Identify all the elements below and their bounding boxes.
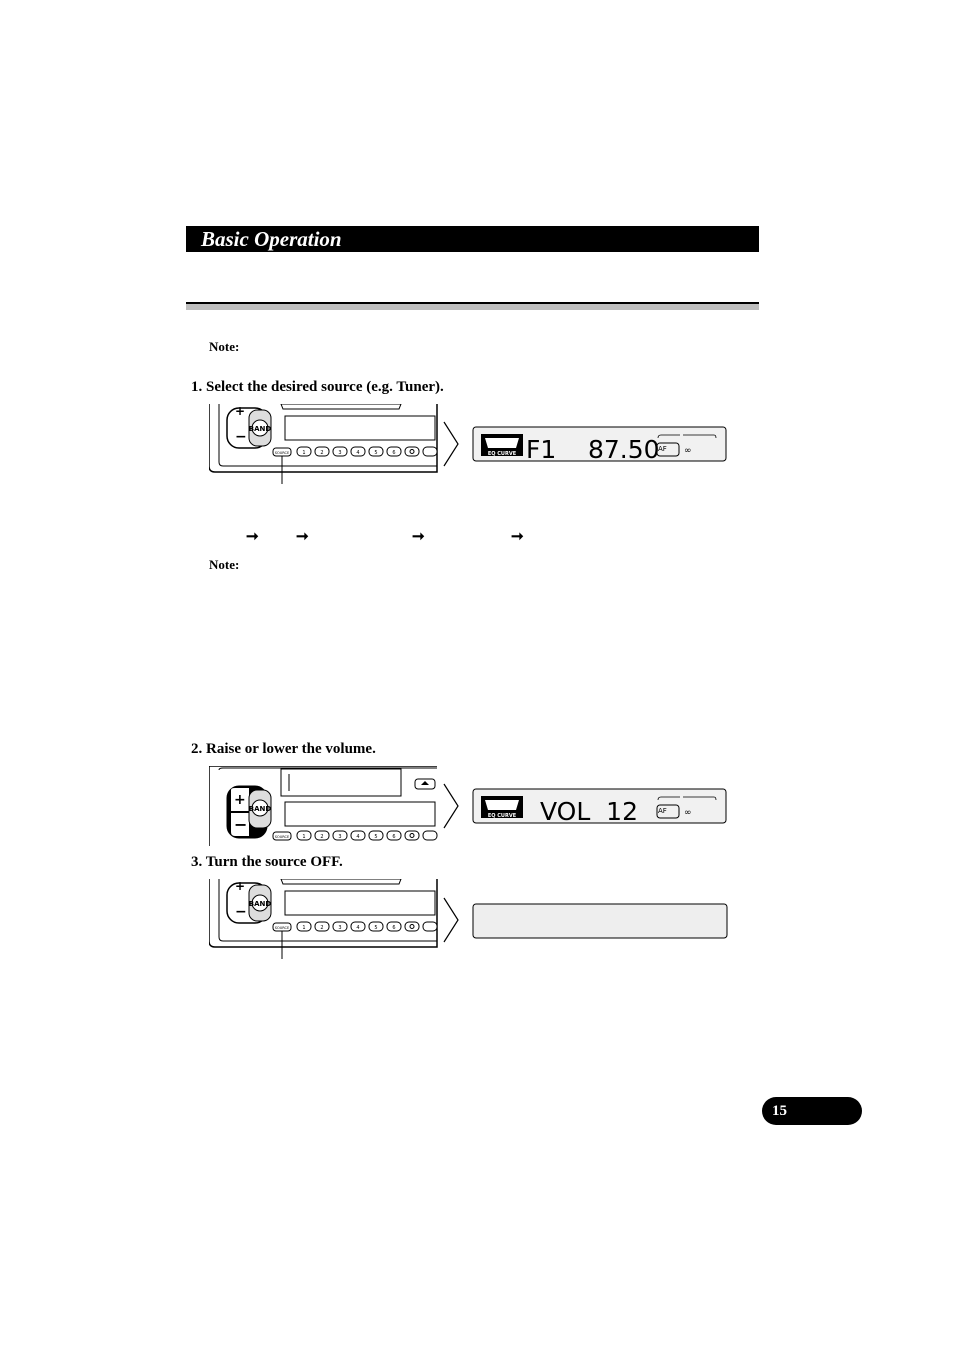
svg-text:2: 2: [320, 450, 324, 456]
svg-text:3: 3: [338, 834, 342, 840]
volume-readout: VOL 12: [540, 797, 638, 825]
svg-text:3: 3: [338, 450, 342, 456]
svg-text:SOURCE: SOURCE: [274, 835, 290, 839]
svg-text:EQ CURVE: EQ CURVE: [487, 451, 517, 457]
svg-text:6: 6: [392, 925, 396, 931]
svg-text:2: 2: [320, 834, 324, 840]
svg-text:+: +: [235, 404, 246, 418]
svg-text:+: +: [234, 792, 246, 808]
svg-text:BAND: BAND: [248, 900, 272, 908]
svg-text:−: −: [235, 429, 247, 445]
svg-text:−: −: [234, 815, 248, 834]
svg-text:4: 4: [356, 450, 360, 456]
head-unit-panel: [209, 404, 439, 486]
arrow-icon: ➞: [511, 529, 524, 545]
svg-text:∞: ∞: [684, 446, 692, 456]
svg-text:4: 4: [356, 834, 360, 840]
arrow-icon: ➞: [246, 529, 259, 545]
page-number-badge: [762, 1097, 862, 1125]
svg-text:SOURCE: SOURCE: [274, 926, 290, 930]
note-label: Note:: [209, 557, 240, 572]
step-2-heading: 2. Raise or lower the volume.: [191, 741, 376, 757]
svg-text:1: 1: [302, 834, 306, 840]
svg-text:6: 6: [392, 450, 396, 456]
step-1-heading: 1. Select the desired source (e.g. Tuner).: [191, 379, 444, 395]
divider-shade: [186, 304, 759, 310]
eq-curve-icon: [481, 434, 523, 457]
arrow-icon: ➞: [296, 529, 309, 545]
svg-text:5: 5: [374, 925, 378, 931]
svg-text:6: 6: [392, 834, 396, 840]
svg-text:1: 1: [302, 450, 306, 456]
section-banner: [186, 226, 759, 252]
svg-text:AF: AF: [658, 807, 667, 815]
eq-curve-icon: [481, 796, 523, 819]
svg-text:BAND: BAND: [248, 425, 272, 433]
head-unit-panel: [209, 879, 439, 961]
section-title: Basic Operation: [201, 227, 342, 251]
note-label: Note:: [209, 339, 240, 354]
svg-text:5: 5: [374, 450, 378, 456]
lcd-display-tuner: [472, 426, 728, 463]
svg-text:EQ CURVE: EQ CURVE: [487, 813, 517, 819]
svg-text:3: 3: [338, 925, 342, 931]
svg-text:4: 4: [356, 925, 360, 931]
svg-text:SOURCE: SOURCE: [274, 451, 290, 455]
band-readout: F1: [526, 435, 557, 463]
svg-text:1: 1: [302, 925, 306, 931]
frequency-readout: 87.50: [588, 435, 660, 463]
step-3-heading: 3. Turn the source OFF.: [191, 854, 343, 870]
svg-text:∞: ∞: [684, 808, 692, 818]
svg-text:2: 2: [320, 925, 324, 931]
chevron-right-icon: [442, 782, 460, 830]
svg-text:BAND: BAND: [248, 805, 272, 813]
lcd-display-off: [472, 903, 729, 940]
chevron-right-icon: [442, 420, 460, 468]
head-unit-panel: [209, 766, 439, 848]
lcd-display-volume: [472, 788, 728, 825]
arrow-icon: ➞: [412, 529, 425, 545]
chevron-right-icon: [442, 896, 460, 944]
svg-text:+: +: [235, 879, 246, 893]
svg-text:−: −: [235, 904, 247, 920]
svg-text:AF: AF: [658, 445, 667, 453]
page-number: 15: [772, 1103, 787, 1119]
svg-text:5: 5: [374, 834, 378, 840]
